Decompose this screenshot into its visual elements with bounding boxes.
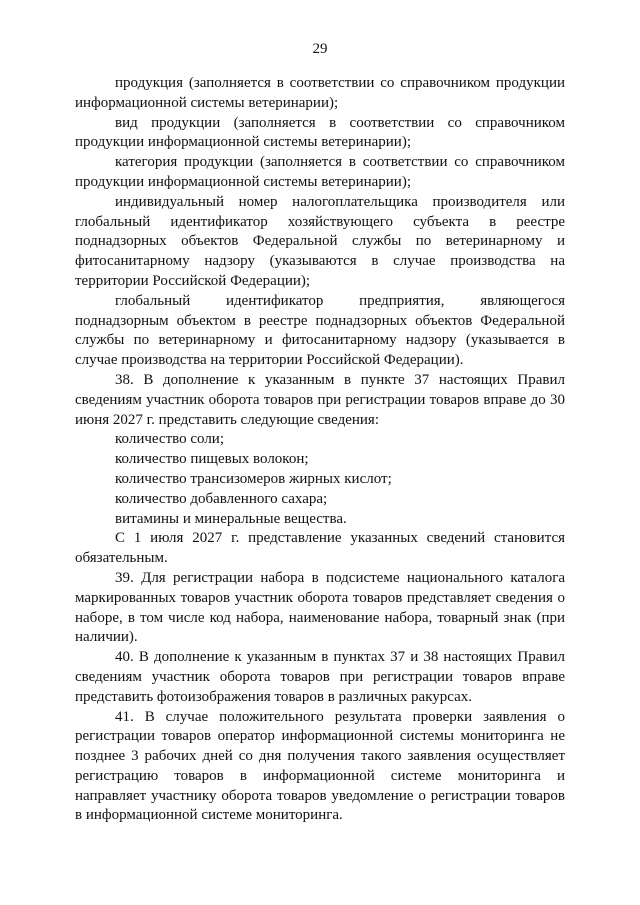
paragraph-item-39: 39. Для регистрации набора в подсистеме национального каталога маркированных товаров участник оборота товаров представляет сведения о наборе, в том числе код набора, наименование набора, товарный знак (при наличии). <box>75 569 565 646</box>
paragraph-mandatory-date: С 1 июля 2027 г. представление указанных сведений становится обязательным. <box>75 530 565 567</box>
paragraph-product: продукция (заполняется в соответствии со справочником продукции информационной системы ветеринарии); <box>75 75 565 111</box>
paragraph-sugar: количество добавленного сахара; <box>115 490 328 507</box>
paragraph-salt: количество соли; <box>115 431 224 448</box>
paragraph-fiber: количество пищевых волокон; <box>115 451 309 468</box>
paragraph-item-38: 38. В дополнение к указанным в пункте 37 настоящих Правил сведениям участник оборота товаров при регистрации товаров вправе до 30 июня 2027 г. представить следующие сведения: <box>75 371 565 428</box>
paragraph-trans-fats: количество трансизомеров жирных кислот; <box>115 470 392 487</box>
paragraph-item-40: 40. В дополнение к указанным в пунктах 37 и 38 настоящих Правил сведениям участник оборота товаров при регистрации товаров вправе представить фотоизображения товаров в различных ракурсах. <box>75 649 565 705</box>
paragraph-item-41: 41. В случае положительного результата проверки заявления о регистрации товаров оператор информационной системы мониторинга не позднее 3 рабочих дней со дня получения такого заявления осуществляет регистрацию товаров в информационной системе мониторинга и направляет участнику оборота товаров уведомление о регистрации товаров в информационной системе мониторинга. <box>75 708 565 824</box>
paragraph-inn: индивидуальный номер налогоплательщика производителя или глобальный идентификатор хозяйствующего субъекта в реестре поднадзорных объектов Федеральной службы по ветеринарному и фитосанитарному надзору (указываются в случае производства на территории Российской Федерации); <box>75 193 565 289</box>
paragraph-product-category: категория продукции (заполняется в соответствии со справочником продукции информационной системы ветеринарии); <box>75 154 565 190</box>
page-number: 29 <box>312 41 328 57</box>
document-body <box>75 74 565 826</box>
paragraph-vitamins: витамины и минеральные вещества. <box>115 510 347 527</box>
paragraph-enterprise-id: глобальный идентификатор предприятия, являющегося поднадзорным объектом в реестре поднадзорных объектов Федеральной службы по ветеринарному и фитосанитарному надзору (указывается в случае производства на территории Российской Федерации). <box>75 292 565 369</box>
paragraph-product-type: вид продукции (заполняется в соответствии со справочником продукции информационной системы ветеринарии); <box>75 114 565 151</box>
